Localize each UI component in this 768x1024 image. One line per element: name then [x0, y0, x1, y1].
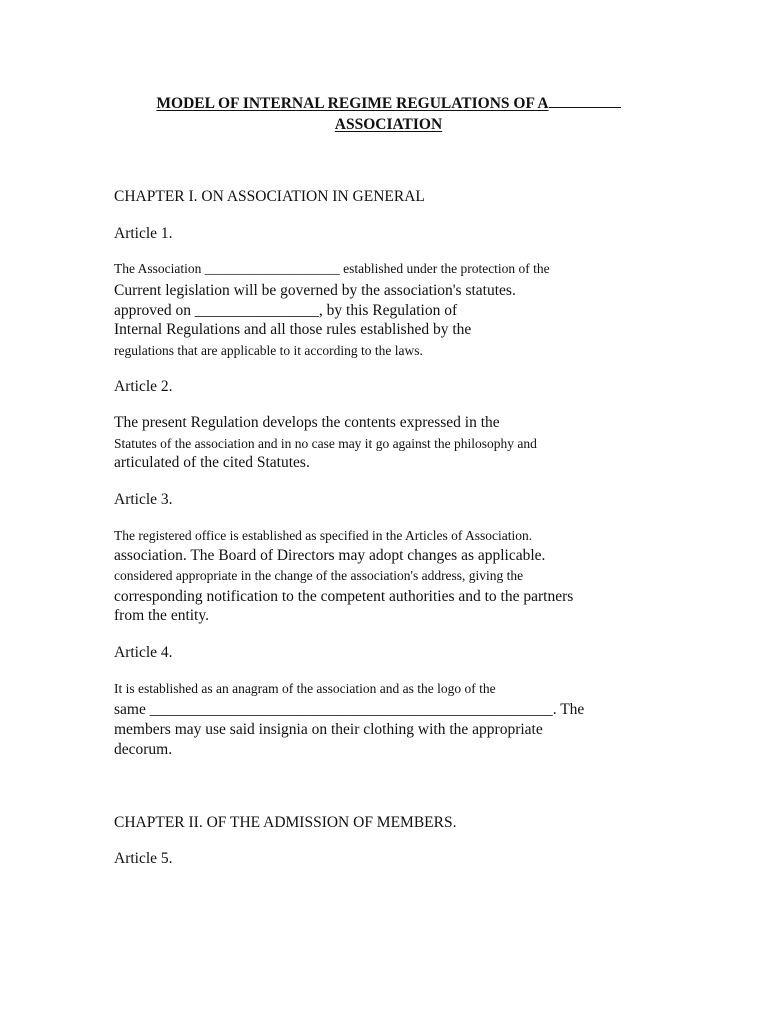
article-2-line: Statutes of the association and in no case may it go against the philosophy and — [114, 436, 537, 451]
article-1-line: Current legislation will be governed by the association's statutes. — [114, 282, 516, 299]
article-2-line: The present Regulation develops the contents expressed in the — [114, 414, 500, 431]
article-4-heading: Article 4. — [114, 644, 173, 661]
article-3-line: from the entity. — [114, 607, 209, 624]
title-text: MODEL OF INTERNAL REGIME REGULATIONS OF A — [156, 95, 549, 112]
article-1-heading: Article 1. — [114, 225, 173, 242]
document-title-line1 — [143, 93, 634, 115]
article-1-line: approved on ________________, by this Regulation of — [114, 302, 458, 319]
article-1-line: Internal Regulations and all those rules established by the — [114, 321, 472, 338]
article-3-line: corresponding notification to the competent authorities and to the partners — [114, 588, 574, 605]
article-4-line: decorum. — [114, 741, 173, 758]
article-4-line: members may use said insignia on their clothing with the appropriate — [114, 721, 543, 738]
title-blank — [549, 95, 621, 108]
document-title-line2: ASSOCIATION — [334, 116, 443, 133]
article-3-line: association. The Board of Directors may adopt changes as applicable. — [114, 547, 546, 564]
article-2-line: articulated of the cited Statutes. — [114, 454, 310, 471]
article-1-line: The Association ____________________ established under the protection of the — [114, 261, 550, 276]
chapter-1-heading: CHAPTER I. ON ASSOCIATION IN GENERAL — [114, 188, 425, 205]
article-2-heading: Article 2. — [114, 378, 173, 395]
article-5-heading: Article 5. — [114, 850, 173, 867]
article-3-line: considered appropriate in the change of the association's address, giving the — [114, 568, 524, 583]
article-1-line: regulations that are applicable to it according to the laws. — [114, 343, 423, 358]
article-3-heading: Article 3. — [114, 491, 173, 508]
chapter-2-heading: CHAPTER II. OF THE ADMISSION OF MEMBERS. — [114, 814, 457, 831]
article-4-line: same ____________________________________________________. The — [114, 701, 585, 718]
article-4-line: It is established as an anagram of the association and as the logo of the — [114, 681, 496, 696]
article-3-line: The registered office is established as specified in the Articles of Association. — [114, 528, 533, 543]
